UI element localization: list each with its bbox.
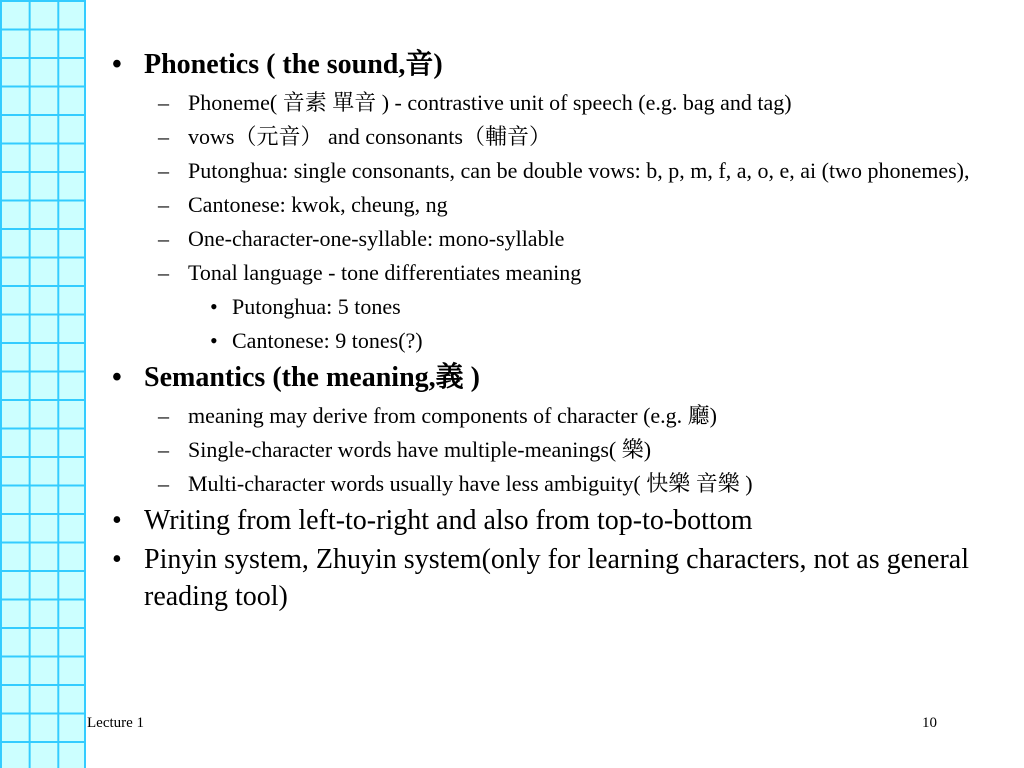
bullet-dot-icon: • (112, 362, 122, 393)
sub-bullet-text: Putonghua: single consonants, can be double vows: b, p, m, f, a, o, e, ai (two phonemes), (188, 158, 970, 183)
sub-bullet-text: Multi-character words usually have less ambiguity( 快樂 音樂 ) (188, 471, 753, 496)
sub-bullet-text: Single-character words have multiple-meanings( 樂) (188, 437, 652, 462)
sub-bullet-mono-syllable (100, 224, 1010, 253)
sub-bullet-phoneme (100, 88, 1010, 117)
bullet-semantics (100, 359, 1010, 396)
footer-page-number: 10 (922, 715, 937, 731)
sub-bullet-components (100, 401, 1010, 430)
slide-content (100, 46, 1010, 617)
sub-bullet-vows (100, 122, 1010, 151)
bullet-pinyin (100, 541, 1010, 615)
sub-sub-bullet-text: Cantonese: 9 tones(?) (232, 328, 423, 353)
dash-icon: – (158, 158, 169, 183)
sub-bullet-text: meaning may derive from components of character (e.g. 廳) (188, 403, 718, 428)
bullet-dot-icon: • (210, 294, 218, 319)
sub-bullet-text: One-character-one-syllable: mono-syllable (188, 226, 565, 251)
sub-bullet-cantonese-examples (100, 190, 1010, 219)
footer-lecture-label: Lecture 1 (87, 715, 145, 731)
grid-decoration (0, 0, 86, 768)
bullet-dot-icon: • (210, 328, 218, 353)
sub-bullet-tonal (100, 258, 1010, 287)
sub-bullet-multi-char (100, 469, 1010, 498)
sub-bullet-text: Tonal language - tone differentiates meaning (188, 260, 582, 285)
sub-bullet-text: Cantonese: kwok, cheung, ng (188, 192, 448, 217)
sub-bullet-single-char (100, 435, 1010, 464)
dash-icon: – (158, 226, 169, 251)
bullet-dot-icon: • (112, 505, 122, 536)
bullet-dot-icon: • (112, 49, 122, 80)
bullet-text: Writing from left-to-right and also from top-to-bottom (144, 505, 753, 536)
bullet-phonetics (100, 46, 1010, 83)
bullet-writing (100, 502, 1010, 539)
sub-sub-bullet-text: Putonghua: 5 tones (232, 294, 401, 319)
dash-icon: – (158, 437, 169, 462)
sub-bullet-text: vows（元音） and consonants（輔音） (188, 124, 551, 149)
dash-icon: – (158, 90, 169, 115)
dash-icon: – (158, 260, 169, 285)
sub-sub-bullet-putonghua-tones (100, 292, 1010, 321)
dash-icon: – (158, 192, 169, 217)
bullet-text: Phonetics ( the sound,音) (144, 49, 443, 80)
dash-icon: – (158, 471, 169, 496)
sub-sub-bullet-cantonese-tones (100, 326, 1010, 355)
bullet-text: Pinyin system, Zhuyin system(only for learning characters, not as general reading tool) (144, 544, 970, 612)
bullet-dot-icon: • (112, 544, 122, 575)
bullet-text: Semantics (the meaning,義 ) (144, 362, 480, 393)
sub-bullet-text: Phoneme( 音素 單音 ) - contrastive unit of speech (e.g. bag and tag) (188, 90, 792, 115)
dash-icon: – (158, 403, 169, 428)
sub-bullet-putonghua-consonants (100, 156, 1010, 185)
dash-icon: – (158, 124, 169, 149)
